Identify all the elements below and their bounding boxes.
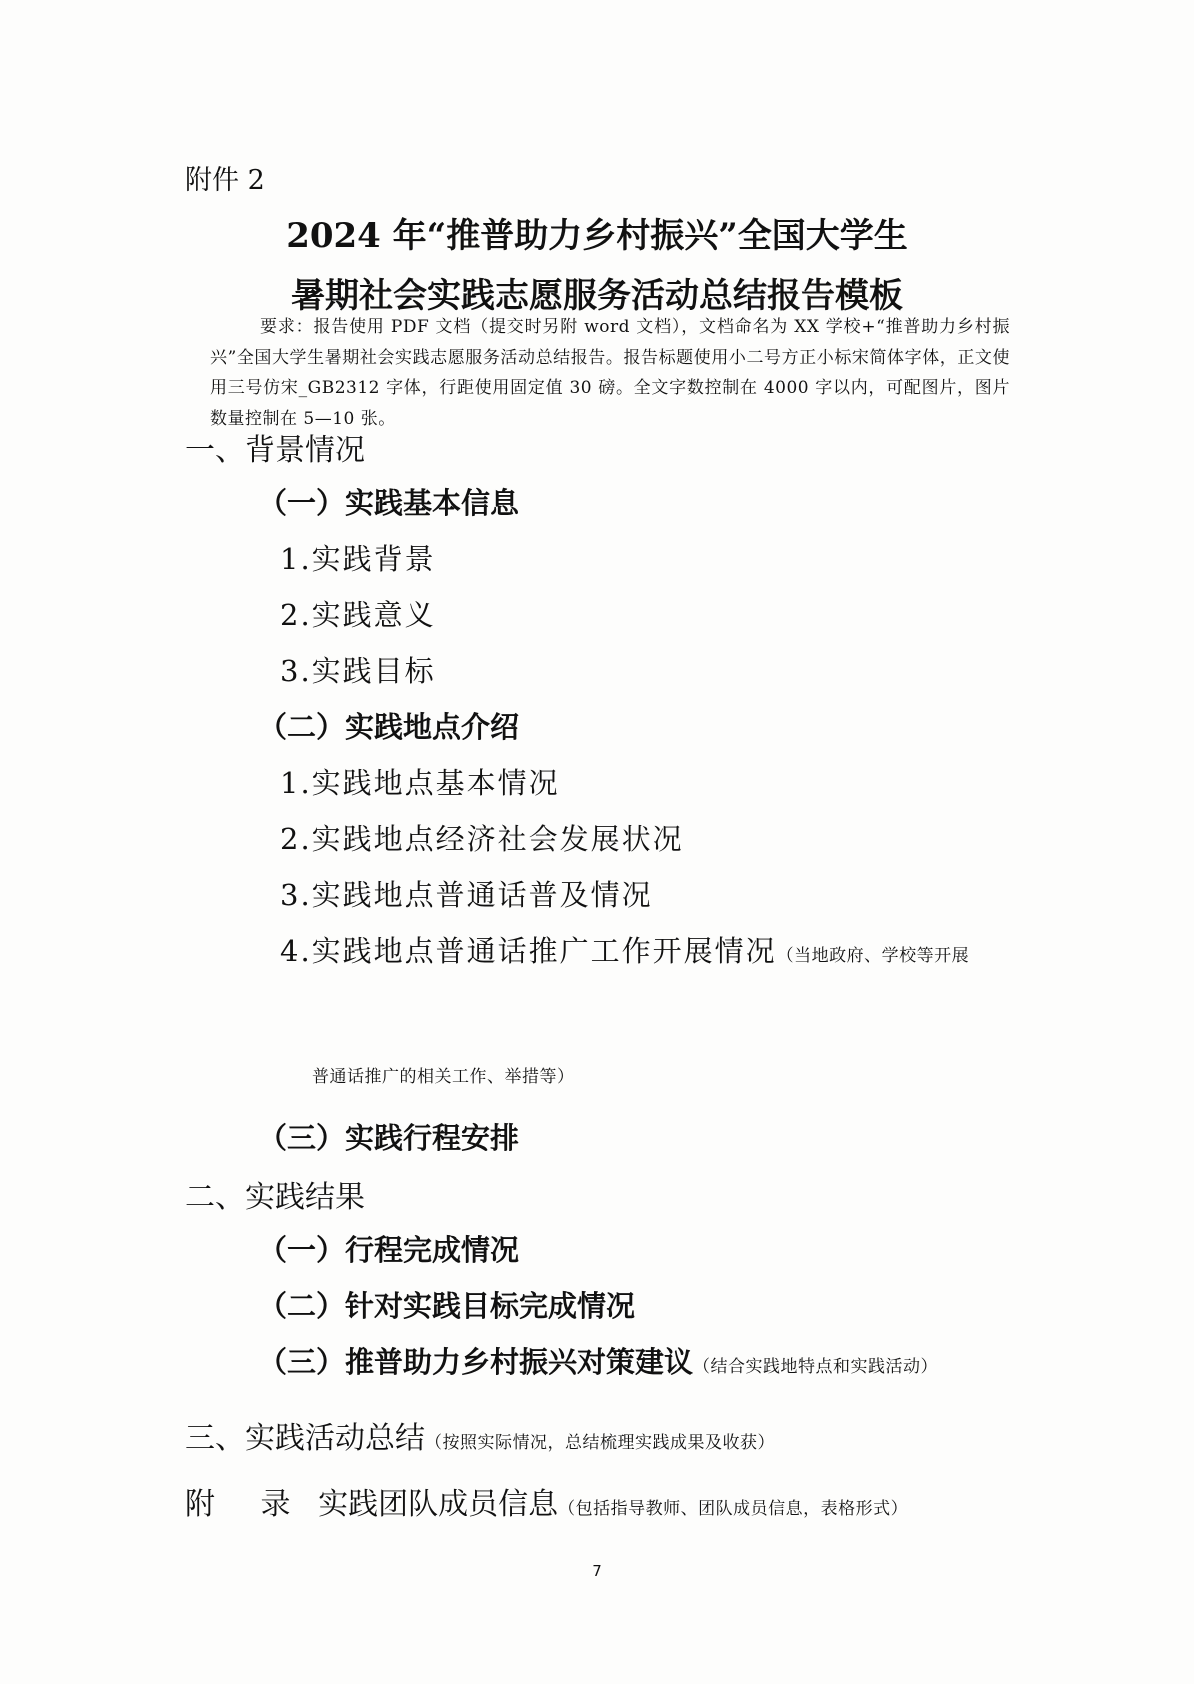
section-1-2-item-4-note: （当地政府、学校等开展 — [776, 946, 970, 966]
section-1-1-item-2: 2.实践意义 — [280, 598, 436, 632]
section-3-heading — [185, 1413, 775, 1457]
requirements-paragraph: 要求：报告使用 PDF 文档（提交时另附 word 文档），文档命名为 XX 学校+“推普助力乡村振兴”全国大学生暑期社会实践志愿服务活动总结报告。报告标题使用小二号方正小标宋简体字体，正文使用三号仿宋_GB2312 字体，行距使用固定值 30 磅。全文字数控制在 4000 字以内，可配图片，图片数量控制在 5—10 张。 — [210, 317, 1010, 429]
section-2-3-title: （三）推普助力乡村振兴对策建议 — [258, 1345, 694, 1379]
document-title-line1: 2024 年“推普助力乡村振兴”全国大学生 — [286, 216, 908, 256]
document-title-line2: 暑期社会实践志愿服务活动总结报告模板 — [291, 276, 903, 316]
section-1-heading: 一、背景情况 — [185, 433, 365, 468]
section-1-2-heading: （二）实践地点介绍 — [258, 710, 520, 744]
section-1-2-item-4 — [280, 929, 969, 970]
section-2-3-note: （结合实践地特点和实践活动） — [693, 1357, 939, 1377]
section-1-2-item-4-label: 4.实践地点普通话推广工作开展情况 — [280, 934, 777, 968]
section-3-note: （按照实际情况，总结梳理实践成果及收获） — [425, 1433, 775, 1453]
attachment-label: 附件 2 — [185, 165, 265, 196]
section-2-2-heading: （二）针对实践目标完成情况 — [258, 1289, 636, 1323]
section-1-3-heading: （三）实践行程安排 — [258, 1121, 520, 1155]
section-1-1-heading: （一）实践基本信息 — [258, 486, 520, 520]
section-1-2-item-3: 3.实践地点普通话普及情况 — [280, 878, 653, 912]
section-2-1-heading: （一）行程完成情况 — [258, 1233, 520, 1267]
section-2-heading: 二、实践结果 — [185, 1180, 365, 1215]
section-1-1-item-1: 1.实践背景 — [280, 542, 436, 576]
appendix-heading — [185, 1479, 908, 1523]
appendix-title: 实践团队成员信息 — [318, 1487, 559, 1522]
appendix-mark: 附 录 — [185, 1487, 309, 1522]
appendix-note: （包括指导教师、团队成员信息，表格形式） — [558, 1499, 909, 1519]
section-3-title: 三、实践活动总结 — [185, 1421, 425, 1456]
section-1-2-item-2: 2.实践地点经济社会发展状况 — [280, 822, 684, 856]
section-1-1-item-3: 3.实践目标 — [280, 654, 436, 688]
section-2-3-heading — [258, 1340, 938, 1381]
page-number: 7 — [592, 1562, 602, 1580]
section-1-2-item-4-note-continued: 普通话推广的相关工作、举措等） — [312, 1067, 575, 1087]
section-1-2-item-1: 1.实践地点基本情况 — [280, 766, 560, 800]
